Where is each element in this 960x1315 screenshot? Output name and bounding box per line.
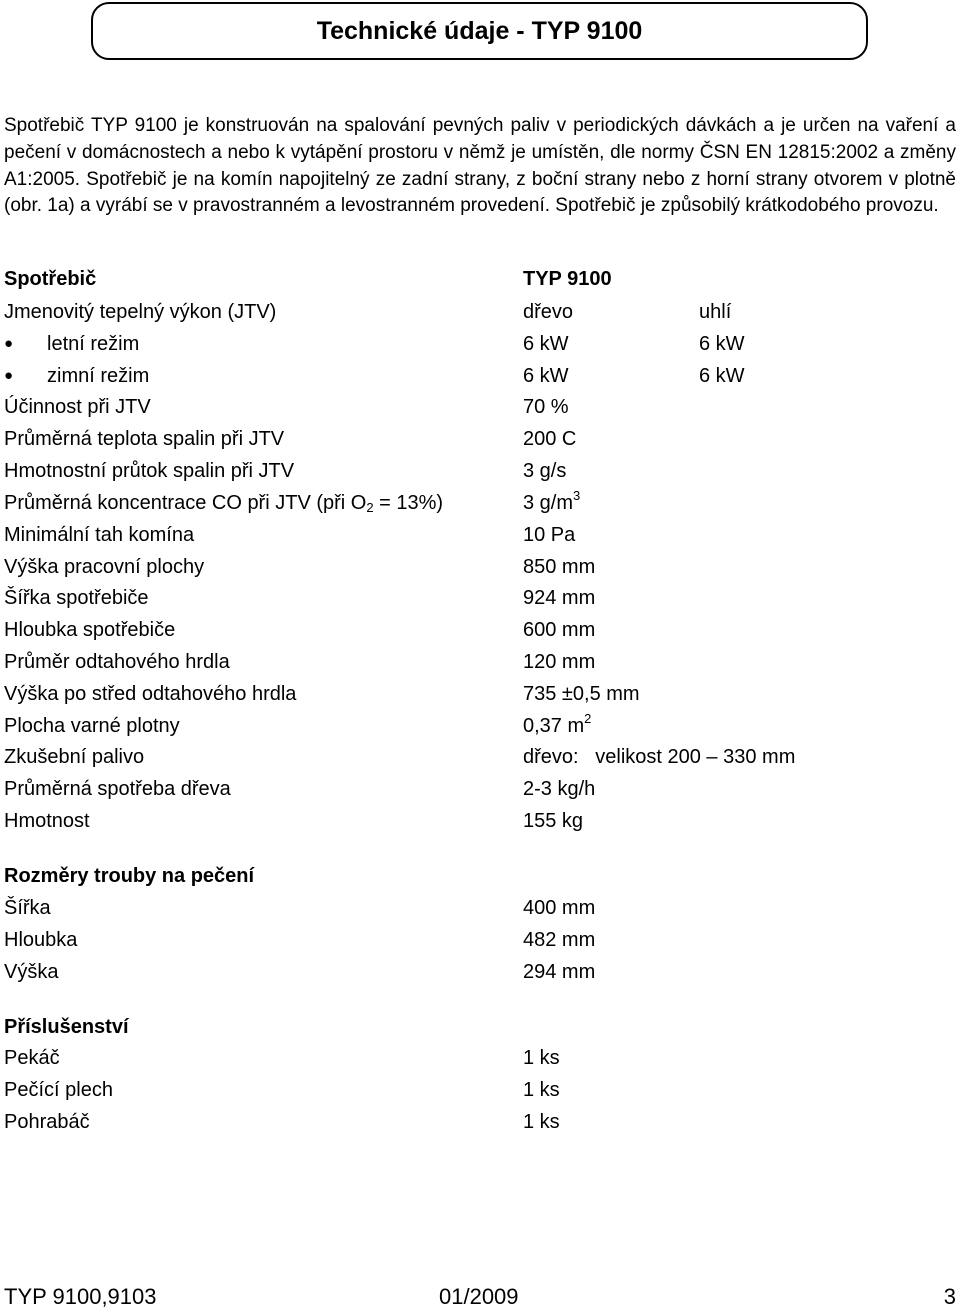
spec-value: 120 mm	[523, 651, 596, 673]
spec-value	[523, 710, 591, 742]
spec-label: Výška pracovní plochy	[4, 556, 205, 578]
page-footer	[4, 1279, 956, 1315]
oven-heading-row	[4, 860, 954, 892]
spec-label: Hmotnostní průtok spalin při JTV	[4, 460, 295, 482]
spec-label-text: = 13%)	[373, 492, 444, 514]
spec-label: letní režim	[47, 333, 140, 355]
spec-label: Hmotnost	[4, 810, 90, 832]
oven-value: 482 mm	[523, 929, 596, 951]
spec-row-jtv	[4, 296, 954, 328]
spec-value: 70 %	[523, 396, 569, 418]
spec-row-hloubka	[4, 614, 954, 646]
spec-row-plocha	[4, 710, 954, 742]
oven-row	[4, 924, 954, 956]
spec-value-coal: 6 kW	[699, 333, 745, 355]
spec-row-hmotnost	[4, 805, 954, 837]
accessory-value: 1 ks	[523, 1111, 560, 1133]
spec-header-label: Spotřebič	[4, 268, 97, 290]
spec-row-prumer-hrdla	[4, 646, 954, 678]
bullet-icon: ●	[4, 335, 14, 352]
spec-value: 2-3 kg/h	[523, 778, 596, 800]
oven-row	[4, 892, 954, 924]
spec-value: 155 kg	[523, 810, 584, 832]
accessory-label: Pohrabáč	[4, 1111, 90, 1133]
spec-value-wood: 6 kW	[523, 365, 569, 387]
spec-value-wood: 6 kW	[523, 333, 569, 355]
spec-header-value: TYP 9100	[523, 268, 612, 290]
oven-label: Výška	[4, 961, 59, 983]
spec-label: Plocha varné plotny	[4, 715, 180, 737]
spec-value: 735 ±0,5 mm	[523, 683, 640, 705]
spec-value: 3 g/s	[523, 460, 567, 482]
spec-row-zimni	[4, 360, 954, 392]
spec-label: Výška po střed odtahového hrdla	[4, 683, 297, 705]
spec-value: 10 Pa	[523, 524, 576, 546]
spec-row-co	[4, 487, 954, 519]
spec-label: Hloubka spotřebiče	[4, 619, 176, 641]
accessory-value: 1 ks	[523, 1079, 560, 1101]
accessory-value: 1 ks	[523, 1047, 560, 1069]
accessory-label: Pečící plech	[4, 1079, 113, 1101]
spec-label: Šířka spotřebiče	[4, 587, 149, 609]
subscript: 2	[366, 500, 374, 515]
accessory-label: Pekáč	[4, 1047, 60, 1069]
bullet-icon: ●	[4, 367, 14, 384]
spec-col-coal: uhlí	[699, 301, 732, 323]
spec-value-coal: 6 kW	[699, 365, 745, 387]
spec-label: Průměrná spotřeba dřeva	[4, 778, 231, 800]
spec-row-sirka	[4, 582, 954, 614]
spec-row-letni	[4, 328, 954, 360]
spec-label-text: Průměrná koncentrace CO při JTV (při O	[4, 492, 367, 514]
spec-row-vyska-plochy	[4, 551, 954, 583]
accessory-row	[4, 1106, 954, 1138]
accessory-row	[4, 1074, 954, 1106]
spec-value: 850 mm	[523, 556, 596, 578]
spec-label: Účinnost při JTV	[4, 396, 151, 418]
accessories-heading: Příslušenství	[4, 1016, 129, 1038]
spec-label: Průměrná teplota spalin při JTV	[4, 428, 285, 450]
spec-label: Průměr odtahového hrdla	[4, 651, 230, 673]
spec-col-wood: dřevo	[523, 301, 574, 323]
oven-label: Hloubka	[4, 929, 78, 951]
spec-value	[523, 487, 580, 519]
spec-label: Jmenovitý tepelný výkon (JTV)	[4, 301, 277, 323]
spec-header-row	[4, 263, 954, 295]
superscript: 3	[573, 488, 581, 503]
spec-row-vyska-hrdla	[4, 678, 954, 710]
intro-paragraph: Spotřebič TYP 9100 je konstruován na spalování pevných paliv v periodických dávkách a je určen na vaření a pečení v domácnostech a nebo k vytápění prostoru v němž je umístěn, dle normy ČSN EN 12815:2002 a změny A1:2005. Spotřebič je na komín napojitelný ze zadní strany, z boční strany nebo z horní strany otvorem v plotně (obr. 1a) a vyrábí se v pravostranném a levostranném provedení. Spotřebič je způsobilý krátkodobého provozu.	[4, 115, 956, 217]
spec-label: Minimální tah komína	[4, 524, 195, 546]
oven-value: 294 mm	[523, 961, 596, 983]
spec-row-spotreba	[4, 773, 954, 805]
spec-label: Zkušební palivo	[4, 746, 145, 768]
spec-row-teplota	[4, 423, 954, 455]
spec-value-text: 3 g/m	[523, 492, 574, 514]
spec-value: 924 mm	[523, 587, 596, 609]
spec-row-ucinnost	[4, 391, 954, 423]
spec-row-palivo	[4, 741, 954, 773]
page-title: Technické údaje - TYP 9100	[316, 16, 643, 45]
footer-model: TYP 9100,9103	[4, 1284, 157, 1309]
spec-label	[4, 487, 443, 519]
spec-value: 600 mm	[523, 619, 596, 641]
oven-label: Šířka	[4, 897, 51, 919]
spec-row-prutok	[4, 455, 954, 487]
spec-value-text: 0,37 m	[523, 715, 585, 737]
spec-value: dřevo: velikost 200 – 330 mm	[523, 746, 796, 768]
oven-value: 400 mm	[523, 897, 596, 919]
page-number: 3	[943, 1284, 956, 1309]
footer-date: 01/2009	[439, 1284, 519, 1309]
oven-heading: Rozměry trouby na pečení	[4, 865, 255, 887]
superscript: 2	[584, 711, 592, 726]
accessory-row	[4, 1042, 954, 1074]
spec-value: 200 C	[523, 428, 577, 450]
title-box	[91, 2, 868, 60]
accessories-heading-row	[4, 1011, 954, 1043]
spec-row-tah	[4, 519, 954, 551]
oven-row	[4, 956, 954, 988]
spec-label: zimní režim	[47, 365, 150, 387]
